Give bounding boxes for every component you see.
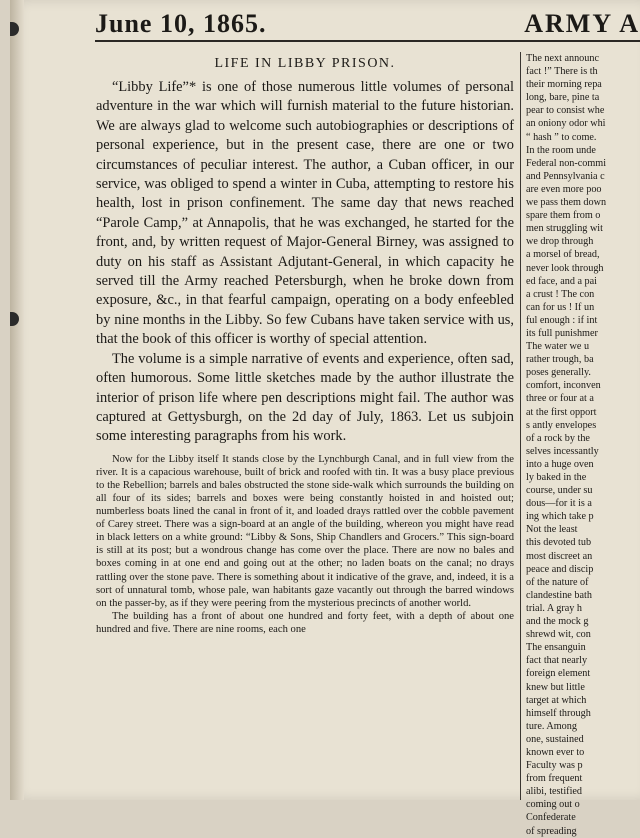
right-column-line: most discreet an [526, 550, 593, 562]
right-column-line: coming out o [526, 799, 580, 811]
right-column-line: a morsel of bread, [526, 249, 600, 261]
right-column-line: and Pennsylvania c [526, 170, 605, 182]
right-column-line: clandestine bath [526, 589, 592, 601]
right-column-line: known ever to [526, 746, 585, 758]
right-column-line: its full punishmer [526, 327, 598, 339]
right-column-line: into a huge oven [526, 458, 594, 470]
right-column-line: this devoted tub [526, 537, 592, 549]
right-column-line: ful enough : if int [526, 314, 598, 326]
article-paragraph: The volume is a simple narrative of events and experience, often sad, often humorous. Some little sketches made by the author illustrate the interior of prison life where pen descriptions might fail. The author was captured at Gettysburgh, on the 2d day of July, 1863. Let us subjoin some interesting paragraphs from his work. [96, 350, 514, 445]
right-column-line: The next announc [526, 53, 599, 64]
right-column-line: trial. A gray h [526, 602, 583, 614]
article-excerpt [96, 453, 514, 636]
right-column-line: long, bare, pine ta [526, 92, 600, 104]
masthead [95, 6, 640, 42]
right-column-line: “ hash ” to come. [526, 131, 597, 143]
right-column-line: men struggling wit [526, 223, 603, 235]
binding-edge [10, 0, 24, 800]
right-column-line: an oniony odor whi [526, 118, 606, 130]
right-column-line: we drop through [526, 236, 594, 248]
right-column-text [526, 52, 640, 838]
issue-date: June 10, 1865. [95, 9, 267, 38]
right-column-line: from frequent [526, 773, 583, 785]
right-column-line: The ensanguin [526, 642, 586, 654]
right-column-line: comfort, inconven [526, 380, 601, 392]
right-column-line: The water we u [526, 341, 590, 353]
right-column-line: Confederate [526, 812, 576, 824]
right-column-line: shrewd wit, con [526, 629, 591, 641]
column-divider [520, 52, 521, 800]
right-column-line: knew but little [526, 681, 585, 693]
right-column-line: peace and discip [526, 563, 594, 575]
right-column-line: himself through [526, 707, 591, 719]
right-column-line: of spreading [526, 825, 577, 837]
right-column-line: alibi, testified [526, 786, 583, 798]
right-column-line: of a rock by the [526, 432, 590, 444]
right-column-line: Not the least [526, 524, 578, 536]
right-column-line: can for us ! If un [526, 301, 595, 313]
right-column-line: In the room unde [526, 144, 596, 156]
right-column-line: ing which take p [526, 511, 594, 523]
right-column-line: pear to consist whe [526, 105, 605, 117]
main-column [96, 52, 514, 636]
right-column-line: fact that nearly [526, 655, 588, 667]
journal-name: ARMY A [524, 9, 640, 38]
binding-hole [10, 312, 19, 326]
excerpt-paragraph: The building has a front of about one hundred and forty feet, with a depth of about one hundred and five. There are nine rooms, each one [96, 610, 514, 635]
article-body [96, 78, 514, 447]
right-column-line: selves incessantly [526, 445, 599, 457]
right-column-line: ed face, and a pai [526, 275, 597, 287]
right-column [526, 52, 640, 837]
right-column-line: fact !” There is th [526, 66, 598, 78]
right-column-line: of the nature of [526, 576, 589, 588]
right-column-line: course, under su [526, 485, 593, 497]
right-column-line: foreign element [526, 668, 591, 680]
right-column-line: at the first opport [526, 406, 597, 418]
right-column-line: a crust ! The con [526, 288, 595, 300]
right-column-line: Faculty was p [526, 760, 583, 772]
article-headline: LIFE IN LIBBY PRISON. [214, 56, 396, 71]
right-column-line: spare them from o [526, 210, 601, 222]
right-column-line: and the mock g [526, 616, 589, 628]
excerpt-paragraph: Now for the Libby itself It stands close by the Lynchburgh Canal, and in full view from the river. It is a capacious warehouse, built of brick and roofed with tin. It was a busy place previous to the Rebellion; barrels and bales obstructed the stone side-walk which surrounds the building on all four of its sides; barrels and boxes were being constantly hoisted in and hoisted out; numberless boats lined the canal in front of it, and loaded drays rattled over the cobble pavement of Carey street. There was a sign-board at an angle of the building, whereon you might have read in black letters on a white ground: “Libby & Sons, Ship Chandlers and Grocers.” This sign-board is still at its post; but a wondrous change has come over the place. There are now no bales and boxes coming in at one end and going out at the other; no laden boats on the canal; no drays rattling over the stone pave. There is something about it indicative of the grave, and, indeed, it is a sort of unnatural tomb, whose pale, wan habitants gaze vacantly out through the barred windows on the passer-by, as if they were peering from the mysterious precincts of another world. [96, 453, 514, 609]
right-column-line: three or four at a [526, 393, 594, 405]
right-column-line: we pass them down [526, 197, 607, 209]
right-column-line: dous—for it is a [526, 498, 592, 510]
right-column-line: poses generally. [526, 367, 591, 379]
right-column-line: rather trough, ba [526, 354, 594, 366]
right-column-line: their morning repa [526, 79, 602, 91]
right-column-line: s antly envelopes [526, 419, 597, 431]
right-column-line: Federal non-commi [526, 157, 607, 169]
binding-hole [10, 22, 19, 36]
right-column-line: ture. Among [526, 720, 577, 732]
right-column-line: one, sustained [526, 733, 584, 745]
article-paragraph: “Libby Life”* is one of those numerous little volumes of personal adventure in the war which will furnish material to the future historian. We are always glad to welcome such autobiographies or descriptions of personal experience, but in the present case, there are one or two circumstances of peculiar interest. The author, a Cuban officer, in our service, was obliged to spend a winter in Cuba, attempting to restore his health, lost in prison confinement. The same day that news reached “Parole Camp,” at Annapolis, that he was exchanged, he started for the front, and, by written request of Major-General Birney, was assigned to duty on his staff as Assistant Adjutant-General, in which capacity he served till the Army reached Petersburgh, when he broke down from exposure, &c., in that fearful campaign, operating on a body enfeebled by nine months in the Libby. So few Cubans have taken service with us, that the book of this officer is worthy of special attention. [96, 79, 514, 348]
right-column-line: target at which [526, 694, 587, 706]
right-column-line: ly baked in the [526, 472, 587, 483]
right-column-line: are even more poo [526, 183, 602, 195]
right-column-line: never look through [526, 262, 604, 274]
